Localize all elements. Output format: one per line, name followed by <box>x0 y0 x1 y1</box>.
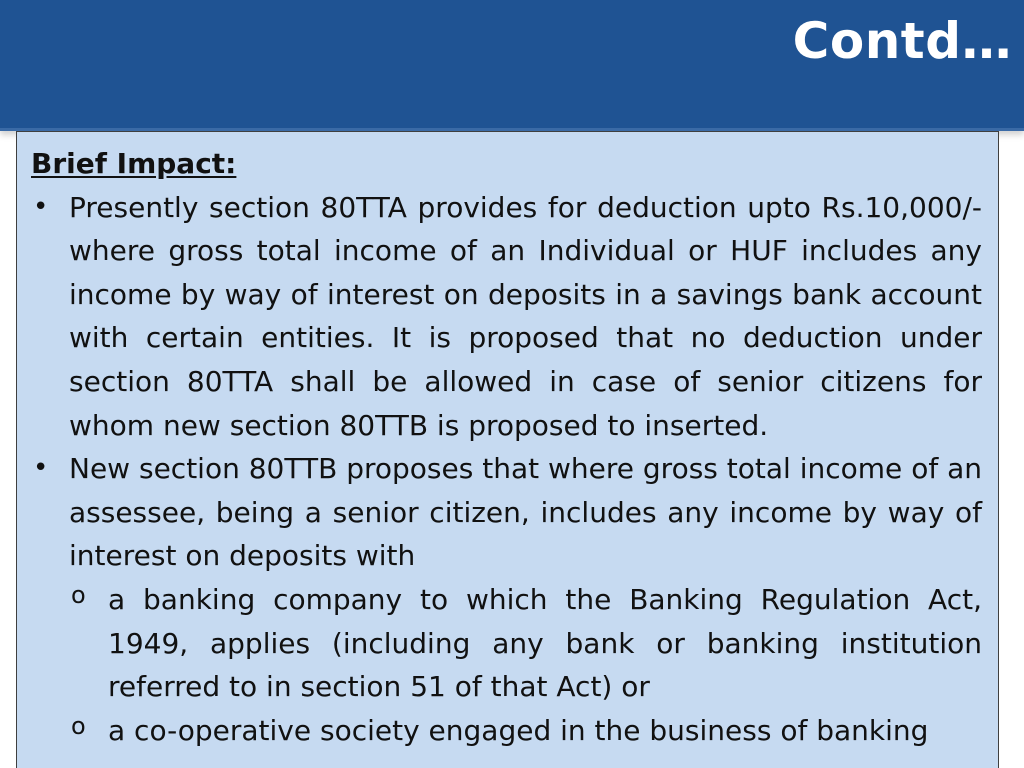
sub-list-item <box>69 709 982 753</box>
bullet-marker-icon: • <box>33 191 49 222</box>
brief-impact-heading: Brief Impact: <box>31 147 237 180</box>
sub-item-text: a co-operative society engaged in the business of banking <box>108 713 929 747</box>
sub-list-item <box>69 578 982 709</box>
sub-item-text: a banking company to which the Banking Regulation Act, 1949, applies (including any bank or banking institution referred to in section 51 of that Act) or <box>108 582 982 704</box>
header-bar <box>0 0 1024 131</box>
content-box <box>16 131 999 768</box>
sub-bullet-marker-icon: o <box>71 711 86 740</box>
slide-title: Contd… <box>792 12 1012 70</box>
bullet-list <box>31 186 982 753</box>
bullet-text: New section 80TTB proposes that where gross total income of an assessee, being a senior citizen, includes any income by way of interest on deposits with <box>69 452 982 573</box>
bullet-text: Presently section 80TTA provides for deduction upto Rs.10,000/- where gross total income of an Individual or HUF includes any income by way of interest on deposits in a savings bank account with certain entities. It is proposed that no deduction under section 80TTA shall be allowed in case of senior citizens for whom new section 80TTB is proposed to inserted. <box>69 190 982 442</box>
sub-bullet-marker-icon: o <box>71 580 86 609</box>
bullet-marker-icon: • <box>33 453 49 484</box>
bullet-item <box>31 186 982 448</box>
sub-list <box>69 578 982 752</box>
bullet-item <box>31 447 982 752</box>
